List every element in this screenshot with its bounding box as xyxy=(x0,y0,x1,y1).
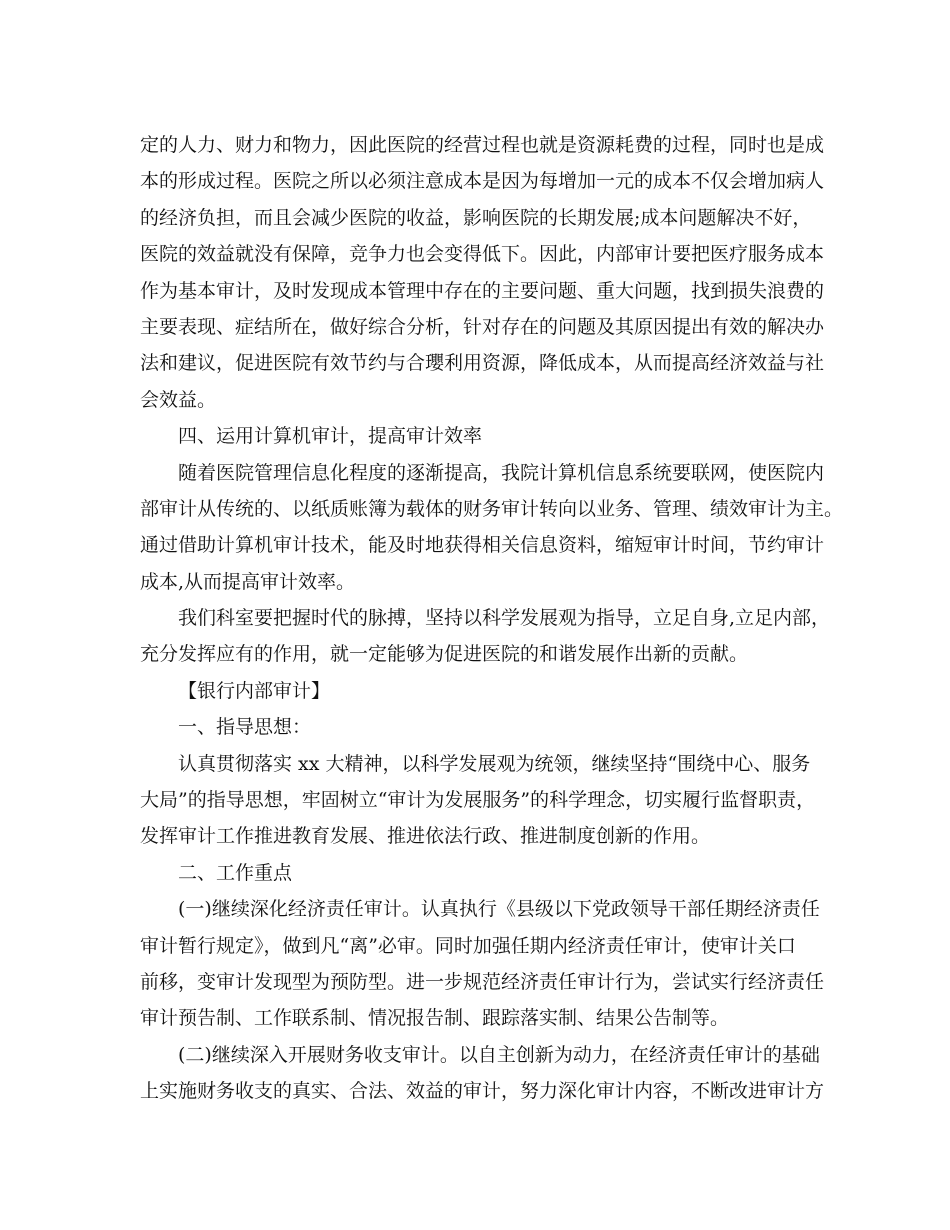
text-line: 成本,从而提高审计效率。 xyxy=(140,570,356,593)
text-line: 本的形成过程。医院之所以必须注意成本是因为每增加一元的成本不仅会增加病人 xyxy=(140,170,825,193)
text-line: 充分发挥应有的作用，就一定能够为促进医院的和谐发展作出新的贡献。 xyxy=(140,643,749,666)
text-line: 会效益。 xyxy=(140,388,217,411)
text-line: (一)继续深化经济责任审计。认真执行《县级以下党政领导干部任期经济责任 xyxy=(178,898,820,921)
text-line: 的经济负担，而且会减少医院的收益，影响医院的长期发展;成本问题解决不好， xyxy=(140,206,812,229)
text-line: 通过借助计算机审计技术，能及时地获得相关信息资料，缩短审计时间，节约审计 xyxy=(140,534,825,557)
text-line: 发挥审计工作推进教育发展、推进依法行政、推进制度创新的作用。 xyxy=(140,825,711,848)
text-line: 一、指导思想： xyxy=(178,716,312,739)
text-line: 审计暂行规定》，做到凡“离”必审。同时加强任期内经济责任审计，使审计关口 xyxy=(140,934,796,957)
text-line: 主要表现、症结所在，做好综合分析，针对存在的问题及其原因提出有效的解决办 xyxy=(140,315,825,338)
text-line: 上实施财务收支的真实、合法、效益的审计，努力深化审计内容，不断改进审计方 xyxy=(140,1080,825,1103)
text-line: 大局”的指导思想，牢固树立“审计为发展服务”的科学理念，切实履行监督职责， xyxy=(140,789,816,812)
text-line: 随着医院管理信息化程度的逐渐提高，我院计算机信息系统要联网，使医院内 xyxy=(178,461,825,484)
text-line: (二)继续深入开展财务收支审计。以自主创新为动力，在经济责任审计的基础 xyxy=(178,1043,820,1066)
document-body xyxy=(140,127,844,1110)
text-line: 法和建议，促进医院有效节约与合瓔利用资源，降低成本，从而提高经济效益与社 xyxy=(140,352,825,375)
text-line: 四、运用计算机审计，提高审计效率 xyxy=(178,425,483,448)
text-line: 审计预告制、工作联系制、情况报告制、跟踪落实制、结果公告制等。 xyxy=(140,1007,730,1030)
text-line: 作为基本审计，及时发现成本管理中存在的主要问题、重大问题，找到损失浪费的 xyxy=(140,279,825,302)
text-line: 我们科室要把握时代的脉搏，坚持以科学发展观为指导，立足自身,立足内部， xyxy=(178,607,831,630)
text-line: 认真贯彻落实 xx 大精神，以科学发展观为统领，继续坚持“围绕中心、服务 xyxy=(178,752,811,775)
text-line: 部审计从传统的、以纸质账簿为载体的财务审计转向以业务、管理、绩效审计为主。 xyxy=(140,497,844,520)
text-line: 二、工作重点 xyxy=(178,861,293,884)
text-line: 前移，变审计发现型为预防型。进一步规范经济责任审计行为，尝试实行经济责任 xyxy=(140,970,825,993)
text-line: 医院的效益就没有保障，竞争力也会变得低下。因此，内部审计要把医疗服务成本 xyxy=(140,243,825,266)
text-line: 【银行内部审计】 xyxy=(178,679,331,702)
text-line: 定的人力、财力和物力，因此医院的经营过程也就是资源耗费的过程，同时也是成 xyxy=(140,134,825,156)
